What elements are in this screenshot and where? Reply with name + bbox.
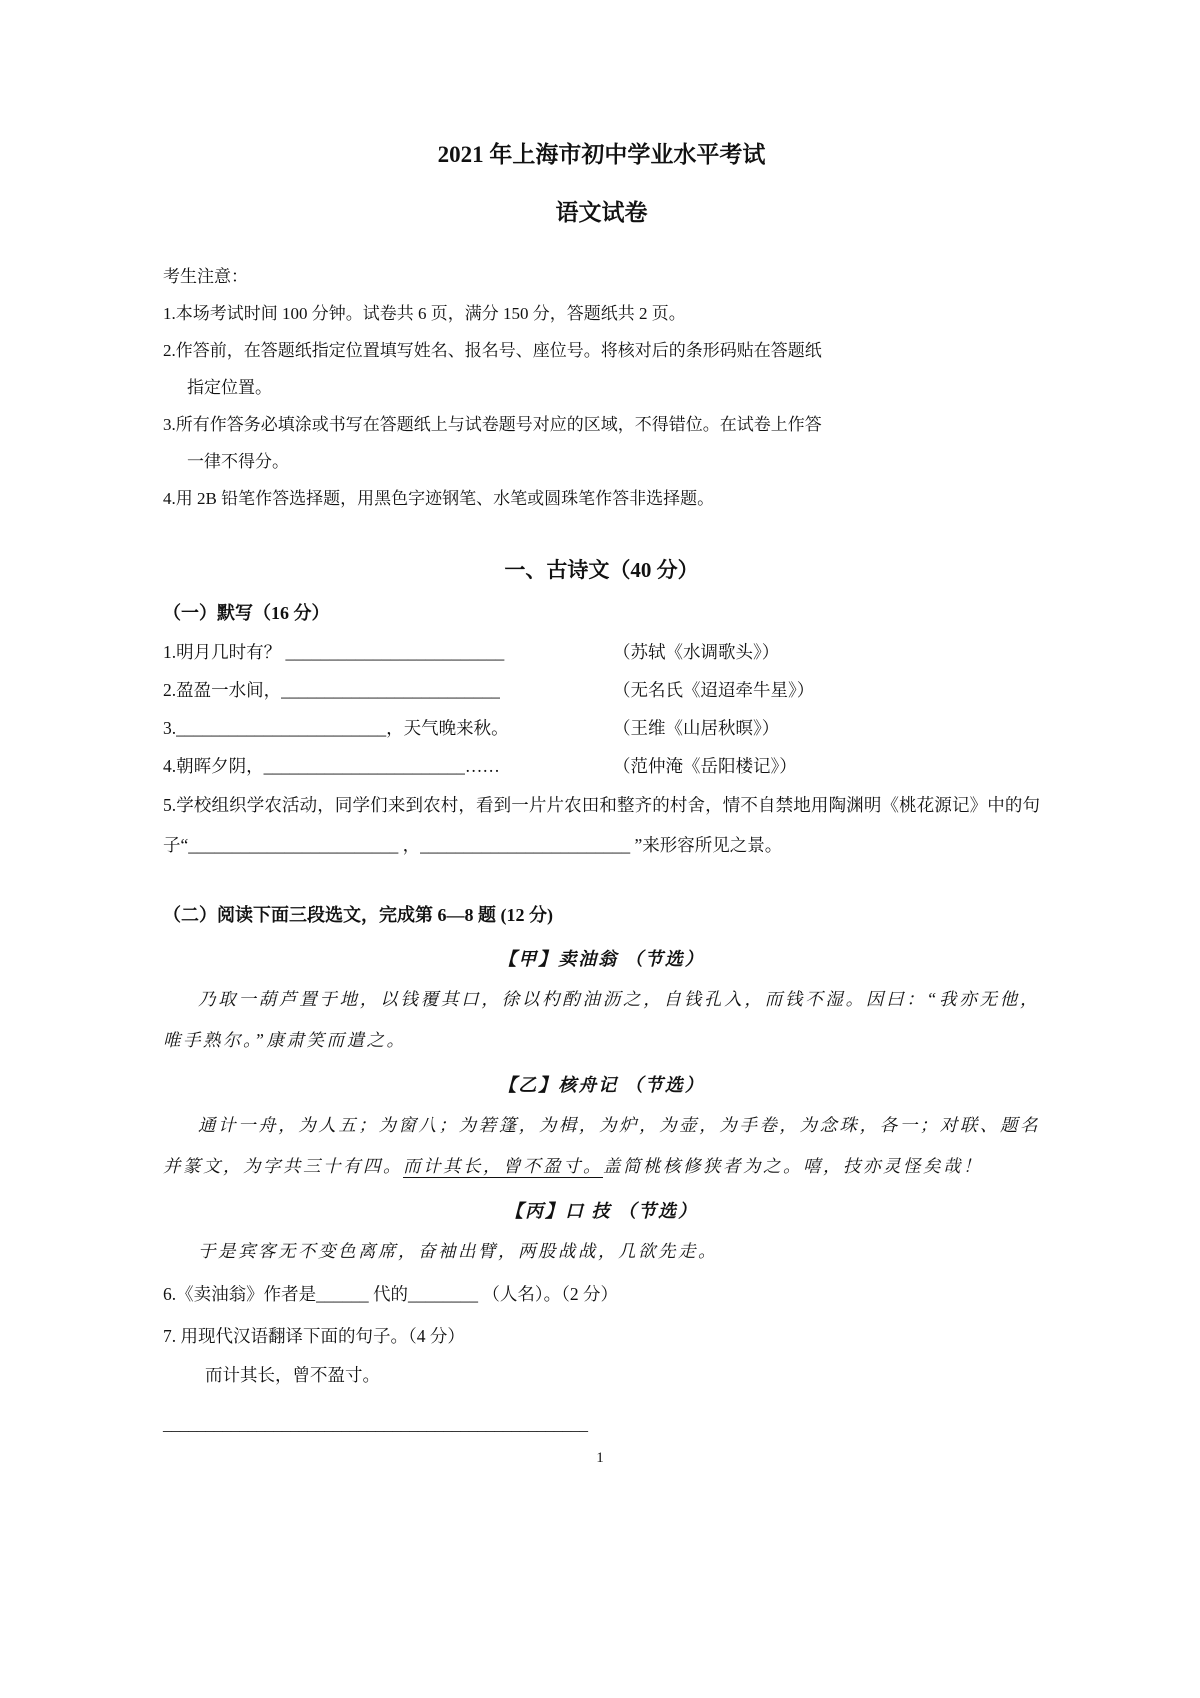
dictation-item-3-left: 3. [163,718,177,738]
dictation-item-3-blank: ________________________ [176,718,387,738]
passage-b-title: 【乙】核舟记 （节选） [498,1075,705,1095]
dictation-item-2 [163,671,1040,709]
dictation-item-4-left: 4.朝晖夕阴， [163,756,264,776]
passage-b-after: 盖简桃核修狭者为之。嘻，技亦灵怪矣哉！ [603,1156,983,1176]
dictation-item-4-source: （范仲淹《岳阳楼记》） [613,756,797,776]
page-number: 1 [596,1450,604,1466]
notice-item-3-cont: 一律不得分。 [187,452,289,471]
passage-b-before: 通计一舟，为人五；为窗八；为箬篷，为楫，为炉，为壶，为手卷，为念珠，各一；对联、题名并篆文，为字共三十有四。 [163,1115,1040,1176]
dictation-item-2-text [163,671,613,709]
question-7-sentence: 而计其长，曾不盈寸。 [205,1365,380,1385]
dictation-item-4-text [163,747,613,785]
dictation-item-4-blank: _______________________ [263,756,465,776]
notice-item-1: 1.本场考试时间 100 分钟。试卷共 6 页，满分 150 分，答题纸共 2 页。 [163,304,686,323]
notice-item-3: 3.所有作答务必填涂或书写在答题纸上与试卷题号对应的区域，不得错位。在试卷上作答 [163,415,822,434]
dictation-heading: （一）默写（16 分） [163,603,330,623]
exam-title: 2021 年上海市初中学业水平考试 [437,142,766,167]
passage-b-underlined-sentence: 而计其长，曾不盈寸。 [403,1156,603,1176]
notice-item-2: 2.作答前，在答题纸指定位置填写姓名、报名号、座位号。将核对后的条形码贴在答题纸 [163,341,822,360]
notice-heading: 考生注意： [163,267,248,286]
dictation-item-3-after: ，天气晚来秋。 [386,718,509,738]
answer-line: __________________________________________________ [163,1415,588,1434]
candidate-notice [163,258,1040,517]
dictation-item-2-source: （无名氏《迢迢牵牛星》） [613,680,815,700]
passage-a-text: 乃取一葫芦置于地，以钱覆其口，徐以杓酌油沥之，自钱孔入，而钱不湿。因曰：“我亦无他，唯手熟尔。”康肃笑而遣之。 [163,989,1040,1050]
dictation-item-1-source: （苏轼《水调歌头》） [613,642,780,662]
exam-subtitle: 语文试卷 [555,200,648,225]
dictation-item-1-left: 1.明月几时有？ [163,642,286,662]
dictation-item-1 [163,633,1040,671]
dictation-item-1-text [163,633,613,671]
passage-b-text [163,1105,1040,1187]
passage-a-title: 【甲】卖油翁 （节选） [498,949,705,969]
dictation-item-1-blank: _________________________ [285,642,505,662]
dictation-item-3 [163,709,1040,747]
dictation-item-2-left: 2.盈盈一水间， [163,680,282,700]
notice-item-4: 4.用 2B 铅笔作答选择题，用黑色字迹钢笔、水笔或圆珠笔作答非选择题。 [163,489,715,508]
passage-c-text: 于是宾客无不变色离席，奋袖出臂，两股战战，几欲先走。 [198,1241,718,1261]
dictation-item-5: 5.学校组织学农活动，同学们来到农村，看到一片片农田和整齐的村舍，情不自禁地用陶渊明《桃花源记》中的句子“________________________ ，________________________ ”来形容所见之景。 [163,795,1040,855]
question-7: 7. 用现代汉语翻译下面的句子。（4 分） [163,1326,465,1346]
dictation-item-4 [163,747,1040,785]
dictation-item-4-after: …… [464,756,500,776]
section-1-heading: 一、古诗文（40 分） [504,558,699,582]
notice-item-2-cont: 指定位置。 [187,378,272,397]
reading-heading: （二）阅读下面三段选文，完成第 6—8 题 (12 分) [163,905,553,925]
dictation-item-3-source: （王维《山居秋暝》） [613,718,780,738]
passage-c-title: 【丙】口 技 （节选） [505,1201,698,1221]
dictation-item-3-text [163,709,613,747]
question-6: 6.《卖油翁》作者是______ 代的________ （人名）。（2 分） [163,1284,618,1304]
dictation-item-2-blank: _________________________ [281,680,500,700]
